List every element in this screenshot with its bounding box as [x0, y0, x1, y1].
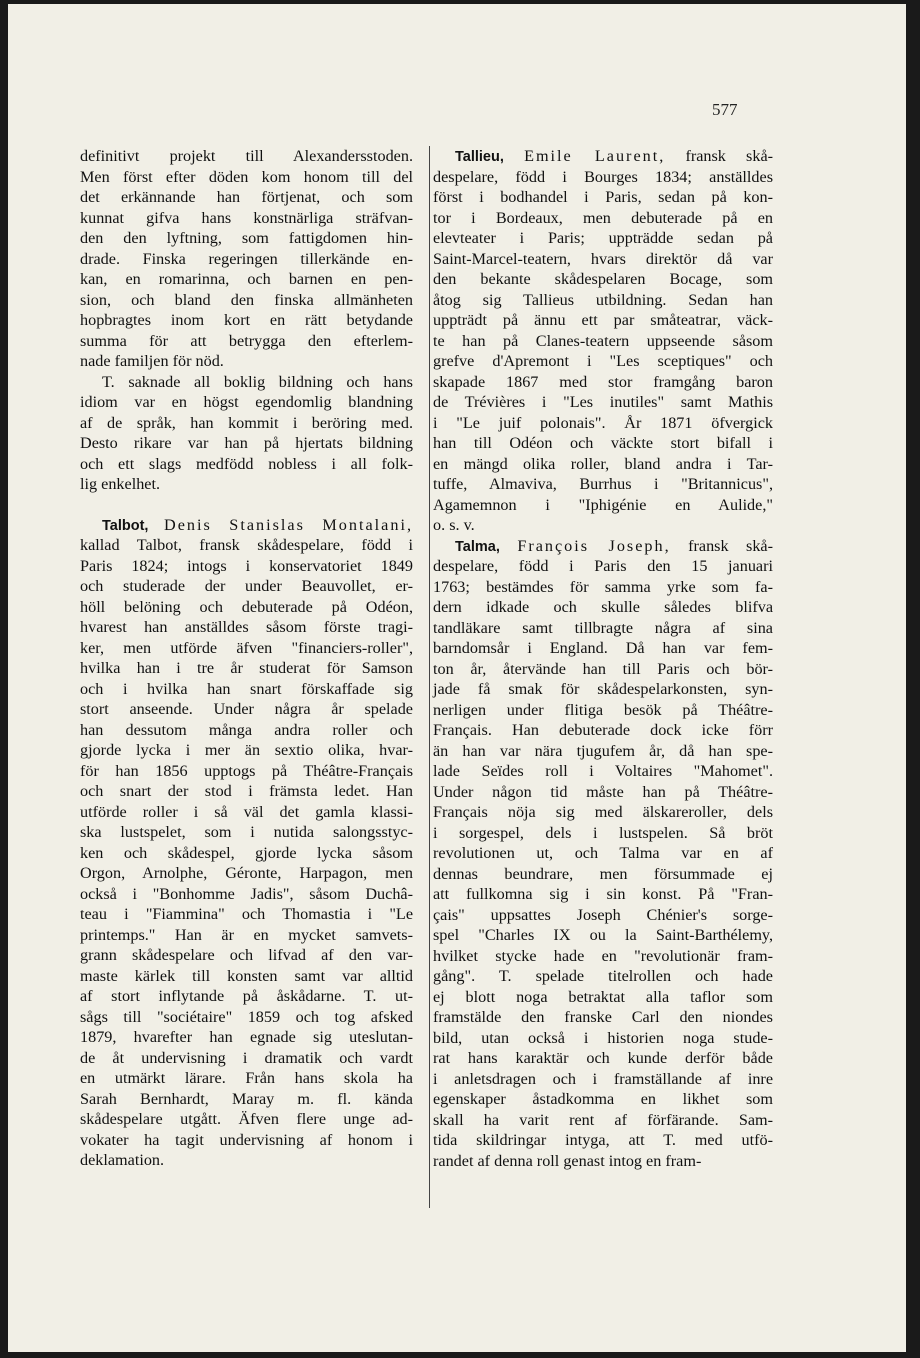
text-line: jade få smak för skådespelarkonsten, syn- — [433, 680, 773, 698]
text-line: för han 1856 upptogs på Théâtre-Français — [80, 761, 413, 780]
text-line: sågs till "sociétaire" 1859 och tog afsked — [80, 1007, 413, 1026]
text-line: gång". T. spelade titelrollen och hade — [433, 967, 773, 985]
text-line: Paris 1824; intogs i konservatoriet 1849 — [80, 556, 413, 575]
text-line: stort anseende. Under några år spelade — [80, 700, 413, 718]
text-line: spel "Charles IX ou la Saint-Barthélemy, — [433, 926, 773, 944]
text-line: Sarah Bernhardt, Maray m. fl. kända — [80, 1089, 413, 1108]
entry-given-names: Denis Stanislas Montalani, — [164, 515, 413, 534]
text-line: Men först efter döden kom honom till del — [80, 167, 413, 186]
text-line: den den lyftning, som fattigdomen hin- — [80, 229, 413, 247]
text-line: egenskaper åstadkomma en likhet som — [433, 1090, 773, 1108]
text-line: uppträdt på ännu ett par småteatrar, väck- — [433, 311, 773, 329]
text-line: åtog sig Tallieus utbildning. Sedan han — [433, 290, 773, 309]
paragraph-character — [80, 372, 413, 495]
text-line: skådespelare utgått. Äfven flere unge ad- — [80, 1110, 413, 1128]
text-line: barndomsår i England. Då han var fem- — [433, 639, 773, 657]
text-line: sion, och bland den finska allmänheten — [80, 290, 413, 309]
text-line: ej blott noga betraktat alla taflor som — [433, 987, 773, 1006]
text-line: gjorde lycka i mer än sextio olika, hvar- — [80, 741, 413, 759]
text-line: vokater ha tagit undervisning af honom i — [80, 1130, 413, 1149]
paragraph-sculptor-ending — [80, 146, 413, 372]
text-line: bild, utan också i historien noga stude- — [433, 1028, 773, 1047]
text-line: en mängd olika roller, bland andra i Tar- — [433, 454, 773, 473]
text-line: tuffe, Almaviva, Burrhus i "Britannicus", — [433, 475, 773, 493]
text-line: tida skildringar intyga, att T. med utfö- — [433, 1131, 773, 1149]
text-line: grann skådespelare och lifvad af den var- — [80, 946, 413, 964]
text-line: och snart der stod i främsta ledet. Han — [80, 782, 413, 800]
text-line: hvilket stycke hade en "revolutionär fram- — [433, 946, 773, 965]
text-line: tor i Bordeaux, men debuterade på en — [433, 208, 773, 227]
text-line: definitivt projekt till Alexandersstoden. — [80, 147, 413, 165]
text-line: T. saknade all boklig bildning och hans — [102, 372, 413, 391]
book-page — [8, 4, 906, 1352]
entry-first-line — [433, 536, 773, 557]
entry-talma — [433, 536, 773, 1172]
text-line: elevteater i Paris; uppträdde sedan på — [433, 229, 773, 247]
entry-first-line — [80, 515, 413, 536]
text-line: Saint-Marcel-teatern, hvars direktör då var — [433, 249, 773, 268]
text-line: printemps." Han är en mycket samvets- — [80, 925, 413, 944]
text-line: hvilka han i tre år studerat för Samson — [80, 659, 413, 677]
text-line: grefve d'Apremont i "Les sceptiques" och — [433, 352, 773, 370]
column-divider — [429, 146, 430, 1208]
text-line: att fullkomna sig i sin konst. På "Fran- — [433, 885, 773, 903]
text-line: dern idkade och skulle således blifva — [433, 598, 773, 616]
page-number: 577 — [712, 100, 738, 119]
text-line: framstälde den franske Carl den niondes — [433, 1008, 773, 1026]
text-line: dennas beundrare, men försummade ej — [433, 864, 773, 883]
text-line: de åt undervisning i dramatik och vardt — [80, 1048, 413, 1067]
text-line: Orgon, Arnolphe, Géronte, Harpagon, men — [80, 864, 413, 882]
text-line: af de språk, han kommit i beröring med. — [80, 413, 413, 432]
text-line: höll belöning och debuterade på Odéon, — [80, 597, 413, 616]
text-line: ska lustspelet, som i nutida salongsstyc- — [80, 823, 413, 841]
left-column — [80, 146, 413, 1171]
text-line: hopbragtes inom kort en rätt betydande — [80, 311, 413, 329]
text-line: i anletsdragen och i framställande af inre — [433, 1069, 773, 1088]
text-line: i "Le juif polonais". År 1871 öfvergick — [433, 413, 773, 432]
text-line: nerligen under flitiga besök på Théâtre- — [433, 700, 773, 719]
entry-headword: Tallieu, — [455, 149, 504, 165]
text-line: 1763; bestämdes för samma yrke som fa- — [433, 577, 773, 596]
text-line: och studerade der under Beauvollet, er- — [80, 577, 413, 595]
text-line: çais" uppsattes Joseph Chénier's sorge- — [433, 905, 773, 924]
text-line: hvarest han anställdes såsom förste tragi- — [80, 618, 413, 636]
text-line: ken och skådespel, gjorde lycka såsom — [80, 843, 413, 862]
entry-first-line-rest: fransk skå- — [688, 536, 774, 555]
entry-tallieu — [433, 146, 773, 536]
text-line: en utmärkt lärare. Från hans skola ha — [80, 1069, 413, 1087]
text-line: utförde roller i så väl det gamla klassi- — [80, 802, 413, 821]
text-line: kunnat gifva hans konstnärliga sträfvan- — [80, 208, 413, 227]
text-line: deklamation. — [80, 1151, 165, 1169]
entry-headword: Talbot, — [102, 517, 149, 534]
text-line: despelare, född i Paris den 15 januari — [433, 557, 773, 575]
text-line: ton år, återvände han till Paris och bör- — [433, 659, 773, 678]
text-line: skall ha varit rent af förfärande. Sam- — [433, 1110, 773, 1129]
text-line: randet af denna roll genast intog en fram- — [433, 1151, 702, 1170]
text-line: af stort inflytande på åskådarne. T. ut- — [80, 987, 413, 1005]
text-line: revolutionen ut, och Talma var en af — [433, 844, 773, 862]
entry-talbot — [80, 515, 413, 1171]
text-line: te han på Clanes-teatern uppseende såsom — [433, 331, 773, 350]
right-column — [433, 146, 773, 1171]
text-line: och ett slags medfödd nobless i all folk- — [80, 454, 413, 473]
text-line: än han var nära tjugufem år, då han spe- — [433, 741, 773, 760]
text-line: Agamemnon i "Iphigénie en Aulide," — [433, 495, 773, 514]
entry-given-names: François Joseph, — [517, 536, 671, 555]
text-line: teau i "Fiammina" och Thomastia i "Le — [80, 905, 413, 923]
text-line: lade Seïdes roll i Voltaires "Mahomet". — [433, 762, 773, 780]
text-line: maste kärlek till konsten samt var alltid — [80, 966, 413, 985]
text-line: 1879, hvarefter han egnade sig uteslutan- — [80, 1028, 413, 1046]
text-line: också i "Bonhomme Jadis", såsom Duchâ- — [80, 884, 413, 903]
text-line: Français nöja sig med älskareroller, dels — [433, 803, 773, 821]
text-line: tandläkare samt tillbragte några af sina — [433, 618, 773, 637]
text-line: Français. Han debuterade dock icke förr — [433, 721, 773, 739]
text-line: han till Odéon och väckte stort bifall i — [433, 434, 773, 452]
text-line: och i hvilka han snart förskaffade sig — [80, 679, 413, 698]
text-line: o. s. v. — [433, 516, 475, 534]
text-line: ker, men utförde äfven "financiers-roller", — [80, 638, 413, 657]
text-line: drade. Finska regeringen tillerkände en- — [80, 249, 413, 268]
entry-first-line-rest: fransk skå- — [685, 147, 774, 165]
text-line: Desto rikare var han på hjertats bildning — [80, 434, 413, 452]
text-line: despelare, född i Bourges 1834; anställdes — [433, 167, 773, 186]
text-line: först i bodhandel i Paris, sedan på kon- — [433, 188, 773, 206]
entry-first-line — [433, 146, 773, 167]
text-line: det erkännande han förtjenat, och som — [80, 188, 413, 206]
text-line: de Trévières i "Les inutiles" samt Mathis — [433, 393, 773, 411]
text-line: kallad Talbot, fransk skådespelare, född i — [80, 536, 413, 554]
text-line: han dessutom många andra roller och — [80, 720, 413, 739]
text-line: nade familjen för nöd. — [80, 352, 224, 370]
text-line: idiom var en högst egendomlig blandning — [80, 393, 413, 411]
text-line: Under någon tid måste han på Théâtre- — [433, 782, 773, 801]
entry-given-names: Emile Laurent, — [524, 147, 666, 165]
text-line: summa för att betrygga den efterlem- — [80, 331, 413, 350]
text-line: skapade 1867 med stor framgång baron — [433, 372, 773, 391]
entry-headword: Talma, — [455, 538, 500, 555]
text-line: i sorgespel, dels i lustspelen. Så bröt — [433, 823, 773, 842]
text-line: lig enkelhet. — [80, 475, 161, 493]
text-line: den bekante skådespelaren Bocage, som — [433, 270, 773, 288]
text-line: kan, en romarinna, och barnen en pen- — [80, 270, 413, 288]
text-line: rat hans karaktär och kunde derför både — [433, 1049, 773, 1067]
